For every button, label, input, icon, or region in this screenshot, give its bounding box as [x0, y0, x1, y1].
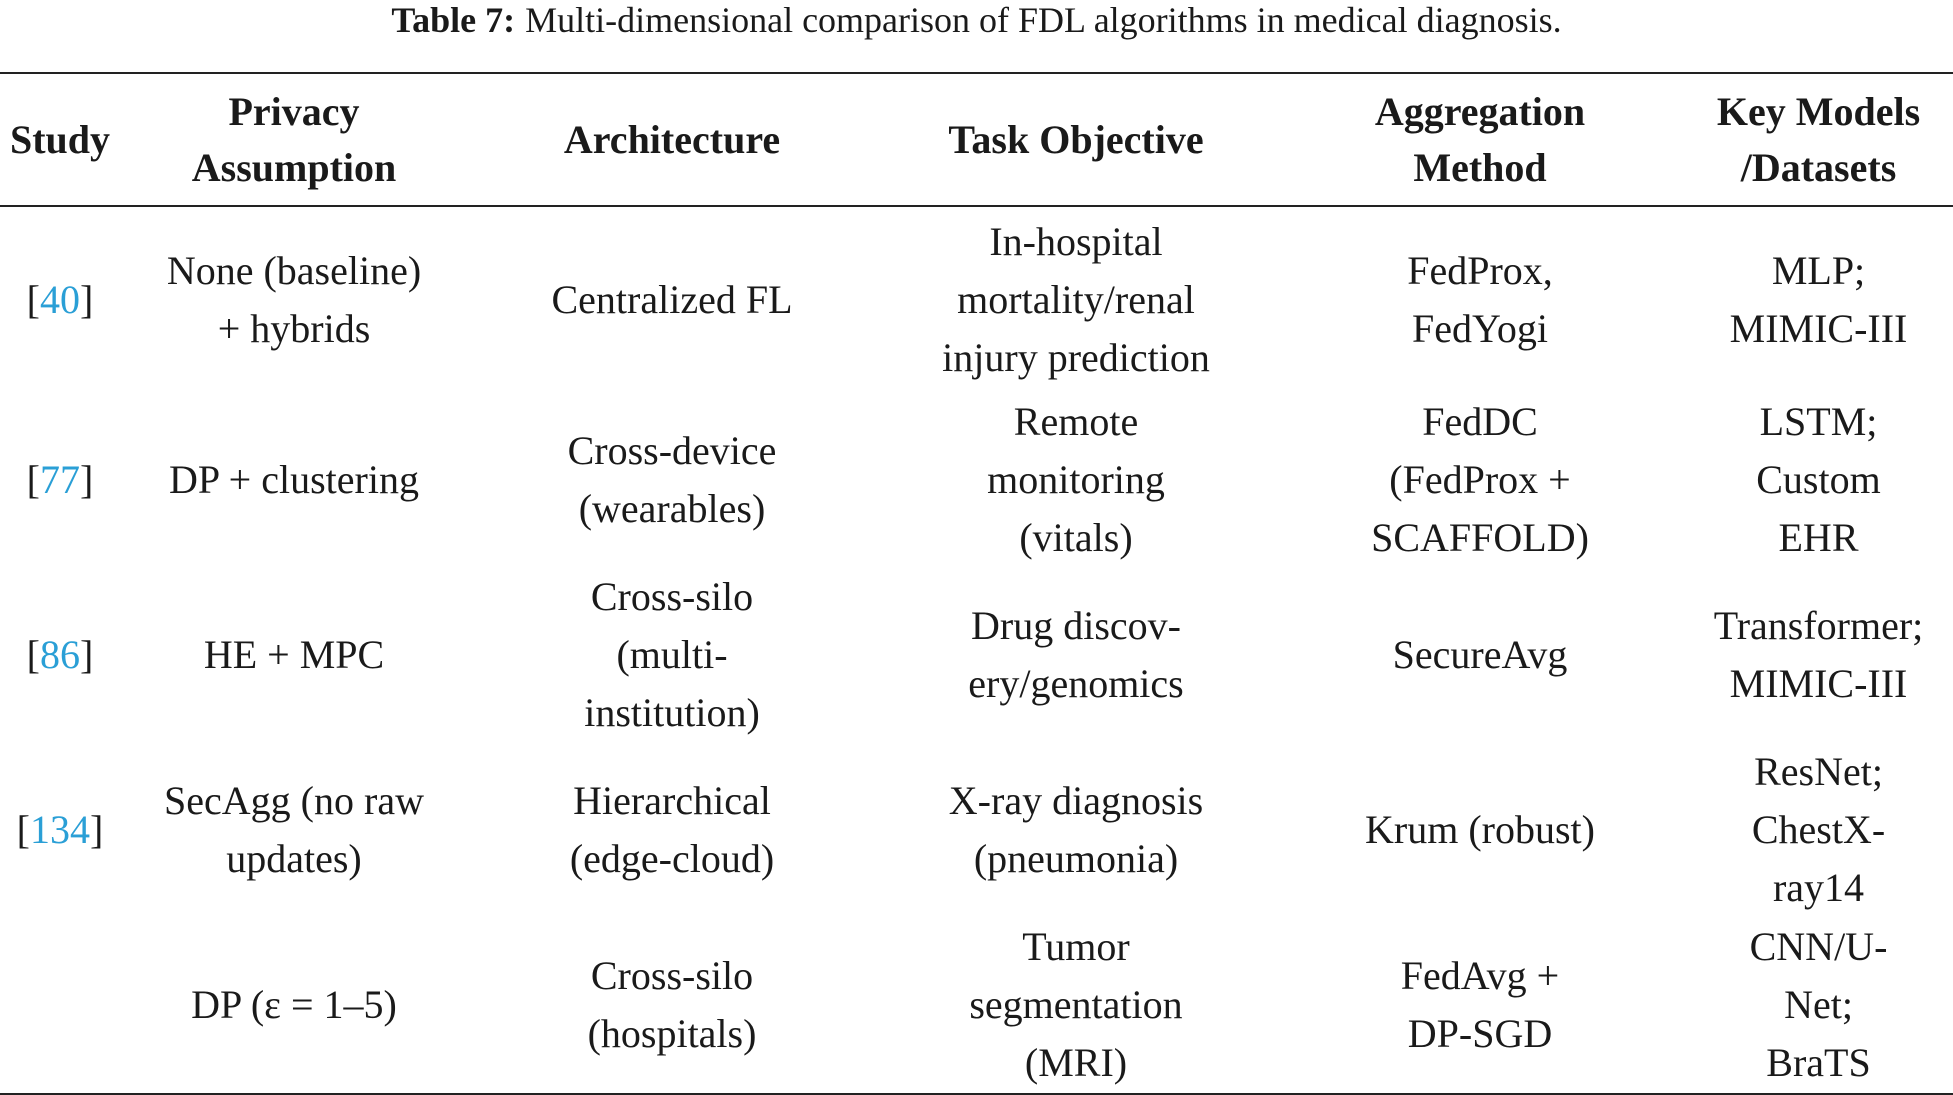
- cell-privacy: [120, 917, 468, 1094]
- caption-text: Multi-dimensional comparison of FDL algorithms in medical diagnosis.: [525, 0, 1562, 40]
- cell-line: SecAgg (no raw: [164, 777, 424, 823]
- table-row: [0, 742, 1953, 917]
- cell-line: Krum (robust): [1365, 806, 1595, 852]
- cell-line: Transformer;: [1713, 602, 1924, 648]
- cell-architecture: [468, 393, 876, 567]
- cell-line: Cross-device: [567, 428, 777, 473]
- cell-aggregation: [1276, 393, 1684, 567]
- cell-task: [876, 742, 1276, 917]
- cell-models: [1684, 206, 1953, 393]
- ref-bracket-close: ]: [80, 631, 94, 677]
- cell-line: injury prediction: [942, 335, 1210, 380]
- cell-models: [1684, 917, 1953, 1094]
- reference-link[interactable]: 77: [40, 457, 80, 502]
- cell-line: EHR: [1778, 515, 1859, 560]
- header-privacy-line: Assumption: [191, 144, 397, 190]
- cell-line: FedAvg +: [1400, 953, 1560, 998]
- cell-line: FedProx,: [1407, 248, 1553, 293]
- cell-line: MIMIC-III: [1729, 660, 1908, 706]
- cell-task: [876, 917, 1276, 1094]
- cell-line: None (baseline): [166, 248, 422, 293]
- cell-architecture: [468, 567, 876, 742]
- cell-privacy: [120, 393, 468, 567]
- cell-study: [0, 567, 120, 742]
- cell-line: ChestX-: [1751, 806, 1886, 852]
- cell-line: FedYogi: [1412, 306, 1548, 351]
- table-caption: [0, 0, 1953, 46]
- cell-models: [1684, 742, 1953, 917]
- cell-line: (FedProx +: [1389, 457, 1571, 502]
- cell-line: DP + clustering: [169, 457, 419, 502]
- cell-line: X-ray diagnosis: [948, 777, 1204, 823]
- cell-line: Custom: [1756, 457, 1881, 502]
- cell-line: HE + MPC: [203, 631, 385, 677]
- header-privacy-line: Privacy: [228, 88, 360, 134]
- cell-line: (MRI): [1024, 1040, 1128, 1085]
- cell-privacy: [120, 567, 468, 742]
- cell-line: Net;: [1784, 982, 1853, 1027]
- cell-line: Centralized FL: [551, 277, 793, 322]
- ref-bracket-close: ]: [80, 457, 94, 502]
- cell-line: DP-SGD: [1407, 1011, 1553, 1056]
- header-aggregation-line: Aggregation: [1374, 88, 1586, 134]
- table-row: [0, 917, 1953, 1094]
- header-aggregation-line: Method: [1413, 144, 1547, 190]
- cell-line: DP (ε = 1–5): [191, 982, 397, 1027]
- table-row: [0, 206, 1953, 393]
- cell-aggregation: [1276, 206, 1684, 393]
- cell-line: mortality/renal: [957, 277, 1195, 322]
- cell-aggregation: [1276, 742, 1684, 917]
- reference-link[interactable]: 134: [30, 806, 90, 852]
- cell-line: Drug discov-: [971, 602, 1181, 648]
- cell-architecture: [468, 742, 876, 917]
- cell-line: Hierarchical: [573, 777, 771, 823]
- cell-line: MIMIC-III: [1729, 306, 1908, 351]
- cell-line: Remote: [1013, 399, 1139, 444]
- cell-line: monitoring: [987, 457, 1165, 502]
- header-study: Study: [9, 116, 111, 162]
- table-row: [0, 393, 1953, 567]
- cell-line: BraTS: [1766, 1040, 1871, 1085]
- cell-line: + hybrids: [217, 306, 371, 351]
- ref-bracket-close: ]: [80, 277, 94, 322]
- cell-models: [1684, 393, 1953, 567]
- cell-task: [876, 393, 1276, 567]
- table-row: [0, 567, 1953, 742]
- cell-line: ery/genomics: [968, 660, 1184, 706]
- cell-architecture: [468, 206, 876, 393]
- header-task: Task Objective: [948, 116, 1204, 162]
- cell-line: Tumor: [1022, 924, 1130, 969]
- cell-line: LSTM;: [1759, 399, 1878, 444]
- cell-line: (hospitals): [587, 1011, 757, 1056]
- cell-line: Cross-silo: [590, 573, 754, 619]
- cell-line: Cross-silo: [590, 953, 754, 998]
- cell-line: ray14: [1772, 864, 1865, 910]
- cell-study: [0, 917, 120, 1094]
- cell-task: [876, 567, 1276, 742]
- cell-line: (multi-: [616, 631, 728, 677]
- cell-line: In-hospital: [989, 219, 1163, 264]
- cell-line: (vitals): [1019, 515, 1133, 560]
- header-row: [0, 73, 1953, 206]
- cell-line: (pneumonia): [973, 835, 1179, 881]
- ref-bracket-open: [: [26, 277, 40, 322]
- header-models-line: /Datasets: [1740, 144, 1897, 190]
- caption-separator: :: [503, 0, 516, 40]
- reference-link[interactable]: 86: [40, 631, 80, 677]
- header-aggregation: [1276, 73, 1684, 206]
- header-models-line: Key Models: [1716, 88, 1921, 134]
- cell-line: CNN/U-: [1749, 924, 1888, 969]
- cell-task: [876, 206, 1276, 393]
- cell-line: FedDC: [1422, 399, 1538, 444]
- header-privacy: [120, 73, 468, 206]
- cell-line: (edge-cloud): [569, 835, 775, 881]
- ref-bracket-close: ]: [90, 806, 104, 852]
- cell-study: [0, 742, 120, 917]
- reference-link[interactable]: 40: [40, 277, 80, 322]
- cell-line: SCAFFOLD): [1371, 515, 1589, 560]
- header-architecture: Architecture: [563, 116, 781, 162]
- ref-bracket-open: [: [26, 457, 40, 502]
- ref-bracket-open: [: [26, 631, 40, 677]
- cell-aggregation: [1276, 567, 1684, 742]
- cell-line: ResNet;: [1754, 748, 1883, 794]
- cell-line: institution): [584, 689, 760, 735]
- cell-line: MLP;: [1771, 248, 1866, 293]
- cell-architecture: [468, 917, 876, 1094]
- comparison-table: [0, 72, 1953, 1095]
- header-models: [1684, 73, 1953, 206]
- cell-line: (wearables): [578, 486, 766, 531]
- cell-line: SecureAvg: [1392, 631, 1568, 677]
- cell-aggregation: [1276, 917, 1684, 1094]
- cell-models: [1684, 567, 1953, 742]
- cell-privacy: [120, 206, 468, 393]
- ref-bracket-open: [: [16, 806, 30, 852]
- cell-line: updates): [226, 835, 362, 881]
- cell-privacy: [120, 742, 468, 917]
- cell-study: [0, 206, 120, 393]
- cell-study: [0, 393, 120, 567]
- caption-label: Table 7: [391, 0, 504, 40]
- cell-line: segmentation: [969, 982, 1183, 1027]
